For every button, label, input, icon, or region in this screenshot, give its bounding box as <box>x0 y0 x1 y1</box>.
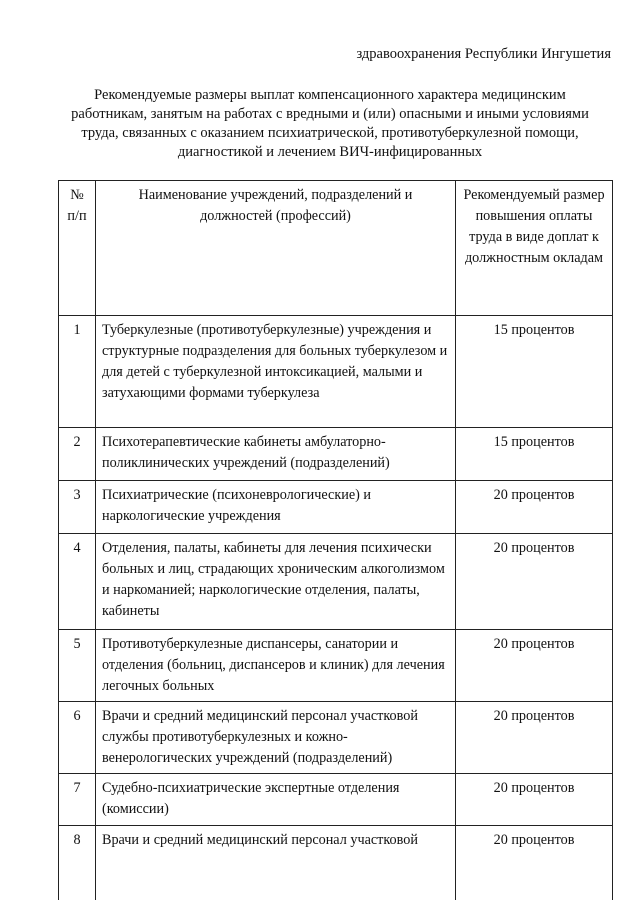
row-pay: 20 процентов <box>456 702 613 774</box>
institution-header: здравоохранения Республики Ингушетия <box>356 46 611 62</box>
row-pay: 20 процентов <box>456 481 613 534</box>
table-row <box>59 702 613 774</box>
compensation-table <box>58 180 613 900</box>
table-row <box>59 316 613 428</box>
table-row <box>59 481 613 534</box>
row-num: 3 <box>59 481 96 534</box>
table-row <box>59 630 613 702</box>
row-num: 2 <box>59 428 96 481</box>
header-name: Наименование учреждений, подразделений и должностей (профессий) <box>96 181 456 316</box>
row-pay: 15 процентов <box>456 428 613 481</box>
row-name: Противотуберкулезные диспансеры, санатории и отделения (больниц, диспансеров и клиник) для лечения легочных больных <box>96 630 456 702</box>
row-name: Отделения, палаты, кабинеты для лечения психически больных и лиц, страдающих хроническим алкоголизмом и наркоманией; наркологические отделения, палаты, кабинеты <box>96 534 456 630</box>
row-pay: 20 процентов <box>456 826 613 901</box>
row-pay: 20 процентов <box>456 630 613 702</box>
table-row <box>59 774 613 826</box>
row-pay: 20 процентов <box>456 774 613 826</box>
row-name: Психиатрические (психоневрологические) и наркологические учреждения <box>96 481 456 534</box>
row-name: Врачи и средний медицинский персонал участковой службы противотуберкулезных и кожно-венерологических учреждений (подразделений) <box>96 702 456 774</box>
row-pay: 20 процентов <box>456 534 613 630</box>
header-num: № п/п <box>59 181 96 316</box>
row-pay: 15 процентов <box>456 316 613 428</box>
table-row <box>59 534 613 630</box>
document-title: Рекомендуемые размеры выплат компенсационного характера медицинским работникам, занятым на работах с вредными и (или) опасными и иными условиями труда, связанных с оказанием психиатрической, противотуберкулезной помощи, диагностикой и лечением ВИЧ-инфицированных <box>71 87 589 160</box>
header-pay: Рекомендуемый размер повышения оплаты труда в виде доплат к должностным окладам <box>456 181 613 316</box>
row-num: 4 <box>59 534 96 630</box>
table-row <box>59 826 613 901</box>
row-num: 5 <box>59 630 96 702</box>
table-row <box>59 428 613 481</box>
row-num: 8 <box>59 826 96 901</box>
row-num: 6 <box>59 702 96 774</box>
row-name: Психотерапевтические кабинеты амбулаторно-поликлинических учреждений (подразделений) <box>96 428 456 481</box>
row-name: Судебно-психиатрические экспертные отделения (комиссии) <box>96 774 456 826</box>
row-num: 7 <box>59 774 96 826</box>
row-name: Врачи и средний медицинский персонал участковой <box>96 826 456 901</box>
table-header-row <box>59 181 613 316</box>
row-num: 1 <box>59 316 96 428</box>
row-name: Туберкулезные (противотуберкулезные) учреждения и структурные подразделения для больных туберкулезом и для детей с туберкулезной интоксикацией, малыми и затухающими формами туберкулеза <box>96 316 456 428</box>
